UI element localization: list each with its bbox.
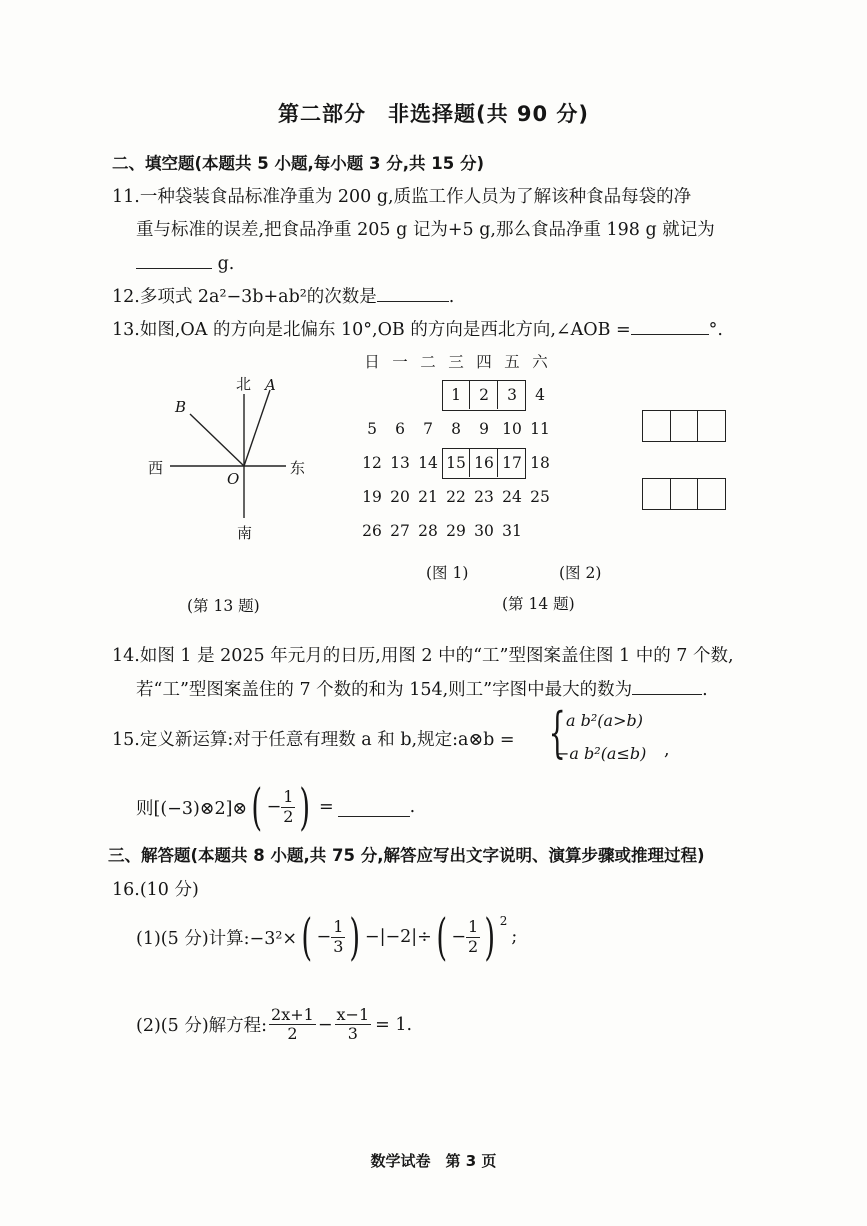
q11-line1: 11.一种袋装食品标准净重为 200 g,质监工作人员为了解该种食品每袋的净 [112,187,692,207]
q16-part1 [136,908,518,966]
q16-eq-fraction-1-num: 2x+1 [271,1005,314,1024]
q15-expression-left: 则[(−3)⊗2]⊗ [136,798,248,819]
calendar-day: 25 [530,488,550,506]
q16-part2 [136,1006,412,1044]
calendar-day: 10 [502,420,522,438]
q16-fraction-1-num: 1 [333,917,344,937]
calendar-day: 28 [418,522,438,540]
q14-line2 [136,676,708,701]
calendar-day: 20 [390,488,410,506]
gong-shape-top-row [642,410,726,442]
calendar-day: 1 [451,386,461,404]
west-label: 西 [148,459,164,477]
calendar-day: 18 [530,454,550,472]
north-label: 北 [236,375,252,393]
q15-tail: . [409,797,416,817]
calendar-figure [358,348,558,548]
q16-part1-middle: −|−2|÷ [364,927,432,947]
calendar-day: 2 [479,386,489,404]
calendar-day: 21 [418,488,438,506]
calendar-day: 24 [502,488,522,506]
calendar-day: 6 [395,420,405,438]
q16-eq-fraction-2-num: x−1 [336,1005,370,1024]
q15-definition: 15.定义新运算:对于任意有理数 a 和 b,规定:a⊗b = [112,730,515,750]
calendar-day: 23 [474,488,494,506]
point-b-label: B [175,398,187,416]
q11-blank[interactable] [136,250,212,269]
weekday-mon: 一 [392,353,408,371]
calendar-day: 8 [451,420,461,438]
q14-line1: 14.如图 1 是 2025 年元月的日历,用图 2 中的“工”型图案盖住图 1 中的 7 个数, [112,646,734,666]
q16-part2-text: (2)(5 分)解方程: [136,1016,268,1037]
calendar-day: 26 [362,522,382,540]
weekday-fri: 五 [504,353,520,371]
q15-open-paren: ( [251,778,263,836]
weekday-thu: 四 [476,353,492,371]
highlight-box-top-dividers [469,380,498,409]
q16-fraction-1-den: 3 [333,936,344,956]
q14-caption: (第 14 题) [502,595,575,613]
calendar-day: 17 [502,454,522,472]
q14-blank[interactable] [632,676,702,695]
point-a-label: A [265,376,276,394]
q15-equals: = [318,797,334,817]
q15-fraction-den: 2 [283,806,294,826]
calendar-day: 22 [446,488,466,506]
q11-answer-line [136,250,234,274]
q15-close-paren: ) [299,778,311,836]
q16-fraction-2-num: 1 [468,917,479,937]
page-title: 第二部分 非选择题(共 90 分) [277,102,590,126]
q16-paren-open-2: ( [436,908,447,966]
calendar-day: 30 [474,522,494,540]
east-label: 东 [290,459,306,477]
calendar-day: 3 [507,386,517,404]
q16-eq-fraction-1 [269,1006,316,1044]
q15-case1: a b²(a>b) [566,711,643,730]
q16-part2-tail: = 1. [375,1014,413,1035]
q16-paren-close-2: ) [484,908,496,966]
q15-fraction-num: 1 [283,787,294,807]
calendar-day: 31 [502,522,522,540]
q12-text: 12.多项式 2a²−3b+ab²的次数是 [112,287,377,307]
calendar-day: 7 [423,420,433,438]
q16-part1-tail: ; [511,927,518,947]
weekday-sat: 六 [532,353,548,371]
calendar-day: 29 [446,522,466,540]
ray-ob [190,414,244,466]
q15-cases-brace: { [548,701,566,764]
q16-neg-2: − [451,927,467,947]
south-label: 南 [237,524,253,542]
q13-tail: °. [708,320,723,340]
gong-shape-bottom-row [642,478,726,510]
q13-text: 13.如图,OA 的方向是北偏东 10°,OB 的方向是西北方向,∠AOB = [112,320,631,340]
q16-fraction-1 [331,918,345,956]
q13 [112,316,723,341]
calendar-day: 11 [530,420,550,438]
q16-minus: − [317,1014,333,1035]
q16-eq-fraction-1-den: 2 [287,1024,298,1044]
q16-exponent: 2 [499,914,508,928]
q16-eq-fraction-2 [335,1006,372,1044]
calendar-day: 15 [446,454,466,472]
section-heading-solve: 三、解答题(本题共 8 小题,共 75 分,解答应写出文字说明、演算步骤或推理过程) [108,846,705,865]
calendar-day: 19 [362,488,382,506]
calendar-day: 16 [474,454,494,472]
fig2-caption: (图 2) [559,564,602,582]
q16-fraction-2-den: 2 [468,936,479,956]
q11-unit: g. [217,254,235,274]
q16-paren-close-1: ) [349,908,361,966]
q15-blank[interactable] [338,798,410,817]
q13-caption: (第 13 题) [187,597,260,615]
calendar-day: 14 [418,454,438,472]
q14-tail: . [702,680,708,700]
q14-text: 若“工”型图案盖住的 7 个数的和为 154,则工”字图中最大的数为 [136,680,633,700]
q12-tail: . [448,287,455,307]
calendar-day: 4 [535,386,545,404]
calendar-day: 27 [390,522,410,540]
calendar-day: 12 [362,454,382,472]
ray-oa [244,390,270,466]
q16-heading: 16.(10 分) [112,880,199,900]
fig1-caption: (图 1) [426,564,469,582]
calendar-day: 9 [479,420,489,438]
q15-case2: −a b²(a≤b) [556,744,647,763]
q12-blank[interactable] [377,283,449,302]
q13-blank[interactable] [631,316,709,335]
q15-neg-sign: − [266,797,282,817]
weekday-wed: 三 [448,353,464,371]
weekday-sun: 日 [364,353,380,371]
q16-part1-text: (1)(5 分)计算:−3²× [136,928,298,949]
q12 [112,283,454,308]
highlight-box-bottom-dividers [469,448,498,477]
calendar-day: 13 [390,454,410,472]
weekday-tue: 二 [420,353,436,371]
q16-eq-fraction-2-den: 3 [347,1024,358,1044]
q16-paren-open-1: ( [301,908,313,966]
page-footer: 数学试卷 第 3 页 [370,1152,497,1170]
q15-expression [136,778,416,836]
calendar-day: 5 [367,420,377,438]
section-heading-fill-in: 二、填空题(本题共 5 小题,每小题 3 分,共 15 分) [112,154,485,173]
q11-line2: 重与标准的误差,把食品净重 205 g 记为+5 g,那么食品净重 198 g 就记为 [136,220,715,240]
q16-neg-1: − [316,927,332,947]
q15-fraction [281,788,295,826]
q15-comma: , [664,740,670,760]
point-o-label: O [227,470,240,488]
q16-fraction-2 [466,918,480,956]
